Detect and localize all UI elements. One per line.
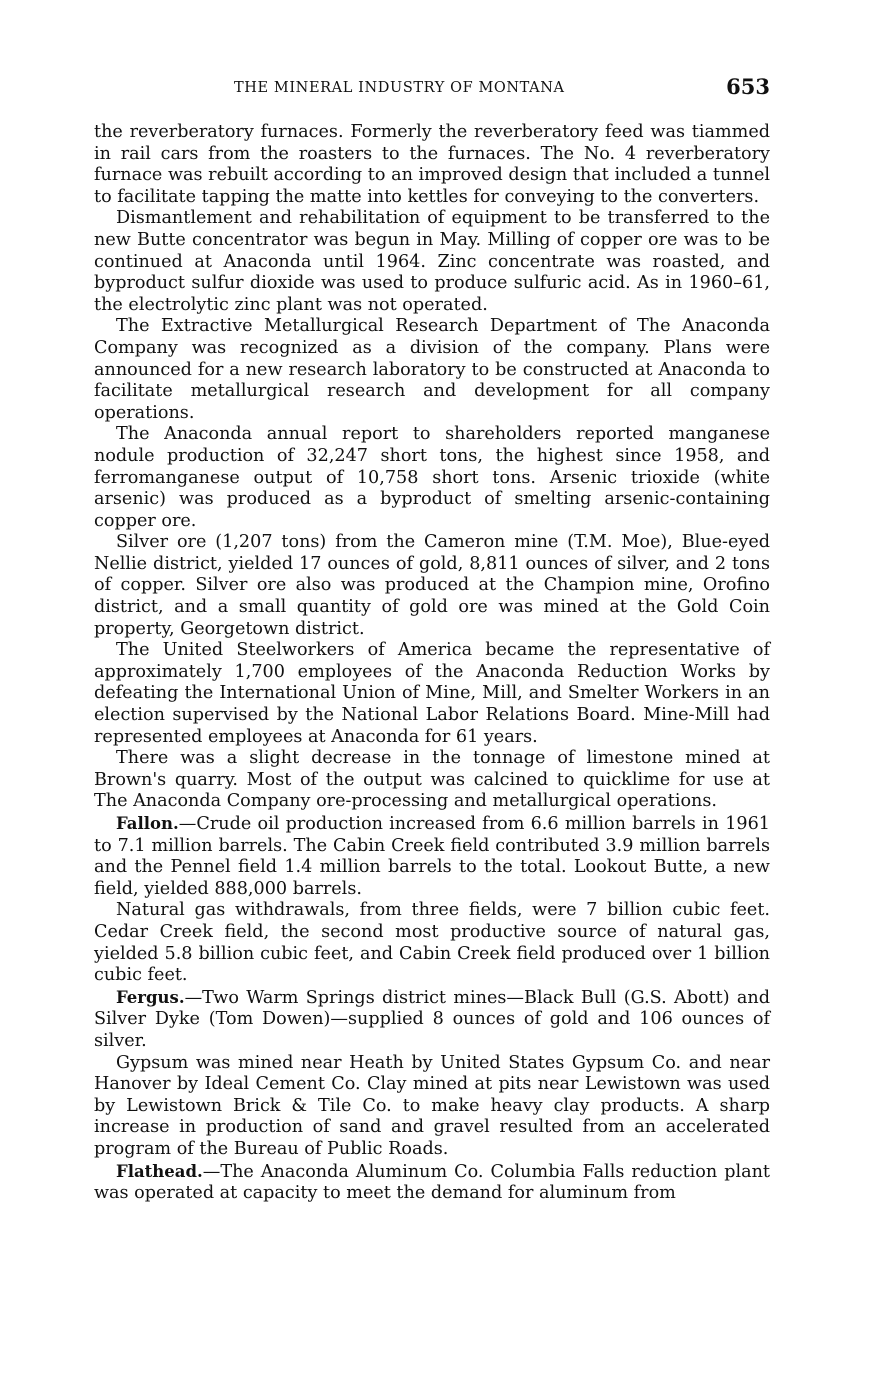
paragraph [94, 532, 770, 640]
county-heading: Fergus. [116, 987, 185, 1007]
paragraph-text: Natural gas withdrawals, from three fields, were 7 billion cubic feet. Cedar Creek field, the second most productive source of natural gas, yielded 5.8 billion cubic feet, and Cabin Creek field produced over 1 billion cubic feet. [94, 900, 770, 986]
paragraph-text: The Extractive Metallurgical Research Department of The Anaconda Company was recognized as a division of the company. Plans were announced for a new research laboratory to be constructed at Anaconda to facilitate metallurgical research and development for all company operations. [94, 316, 770, 423]
paragraph [94, 1161, 770, 1205]
paragraph-text: —Crude oil production increased from 6.6 million barrels in 1961 to 7.1 million barrels. The Cabin Creek field contributed 3.9 million barrels and the Pennel field 1.4 million barrels to the total. Lookout Butte, a new field, yielded 888,000 barrels. [94, 814, 770, 899]
paragraph-text: Gypsum was mined near Heath by United States Gypsum Co. and near Hanover by Ideal Cement Co. Clay mined at pits near Lewistown was used by Lewistown Brick & Tile Co. to make heavy clay products. A sharp increase in production of sand and gravel resulted from an accelerated program of the Bureau of Public Roads. [94, 1052, 770, 1159]
body-text [94, 122, 770, 1205]
document-page [94, 74, 770, 1205]
paragraph [94, 640, 770, 748]
running-head: THE MINERAL INDUSTRY OF MONTANA [234, 80, 565, 96]
paragraph [94, 316, 770, 424]
paragraph [94, 424, 770, 532]
county-heading: Fallon. [116, 814, 179, 833]
paragraph-text: the reverberatory furnaces. Formerly the reverberatory feed was tiammed in rail cars from the roasters to the furnaces. The No. 4 reverberatory furnace was rebuilt according to an improved design that included a tunnel to facilitate tapping the matte into kettles for conveying to the converters. [94, 122, 770, 207]
paragraph-text: The Anaconda annual report to shareholders reported manganese nodule production of 32,247 short tons, the highest since 1958, and ferromanganese output of 10,758 short tons. Arsenic trioxide (white arsenic) was produced as a byproduct of smelting arsenic-containing copper ore. [94, 424, 770, 531]
page-number: 653 [726, 74, 770, 99]
paragraph [94, 122, 770, 208]
paragraph-text: —The Anaconda Aluminum Co. Columbia Falls reduction plant was operated at capacity to meet the demand for aluminum from [94, 1161, 770, 1204]
paragraph-text: Dismantlement and rehabilitation of equipment to be transferred to the new Butte concentrator was begun in May. Milling of copper ore was to be continued at Anaconda until 1964. Zinc concentrate was roasted, and byproduct sulfur dioxide was used to produce sulfuric acid. As in 1960–61, the electrolytic zinc plant was not operated. [94, 208, 770, 315]
paragraph [94, 813, 770, 900]
paragraph [94, 208, 770, 316]
page-header [94, 74, 770, 104]
paragraph-text: The United Steelworkers of America became the representative of approximately 1,700 employees of the Anaconda Reduction Works by defeating the International Union of Mine, Mill, and Smelter Workers in an election supervised by the National Labor Relations Board. Mine-Mill had represented employees at Anaconda for 61 years. [94, 640, 770, 747]
paragraph [94, 987, 770, 1053]
paragraph [94, 748, 770, 813]
paragraph [94, 900, 770, 986]
county-heading: Flathead. [116, 1161, 203, 1181]
paragraph-text: —Two Warm Springs district mines—Black Bull (G.S. Abott) and Silver Dyke (Tom Dowen)—supplied 8 ounces of gold and 106 ounces of silver. [94, 987, 770, 1051]
paragraph-text: There was a slight decrease in the tonnage of limestone mined at Brown's quarry. Most of the output was calcined to quicklime for use at The Anaconda Company ore-processing and metallurgical operations. [94, 748, 770, 812]
paragraph-text: Silver ore (1,207 tons) from the Cameron mine (T.M. Moe), Blue-eyed Nellie district, yielded 17 ounces of gold, 8,811 ounces of silver, and 2 tons of copper. Silver ore also was produced at the Champion mine, Orofino district, and a small quantity of gold ore was mined at the Gold Coin property, Georgetown district. [94, 532, 770, 639]
paragraph [94, 1053, 770, 1161]
